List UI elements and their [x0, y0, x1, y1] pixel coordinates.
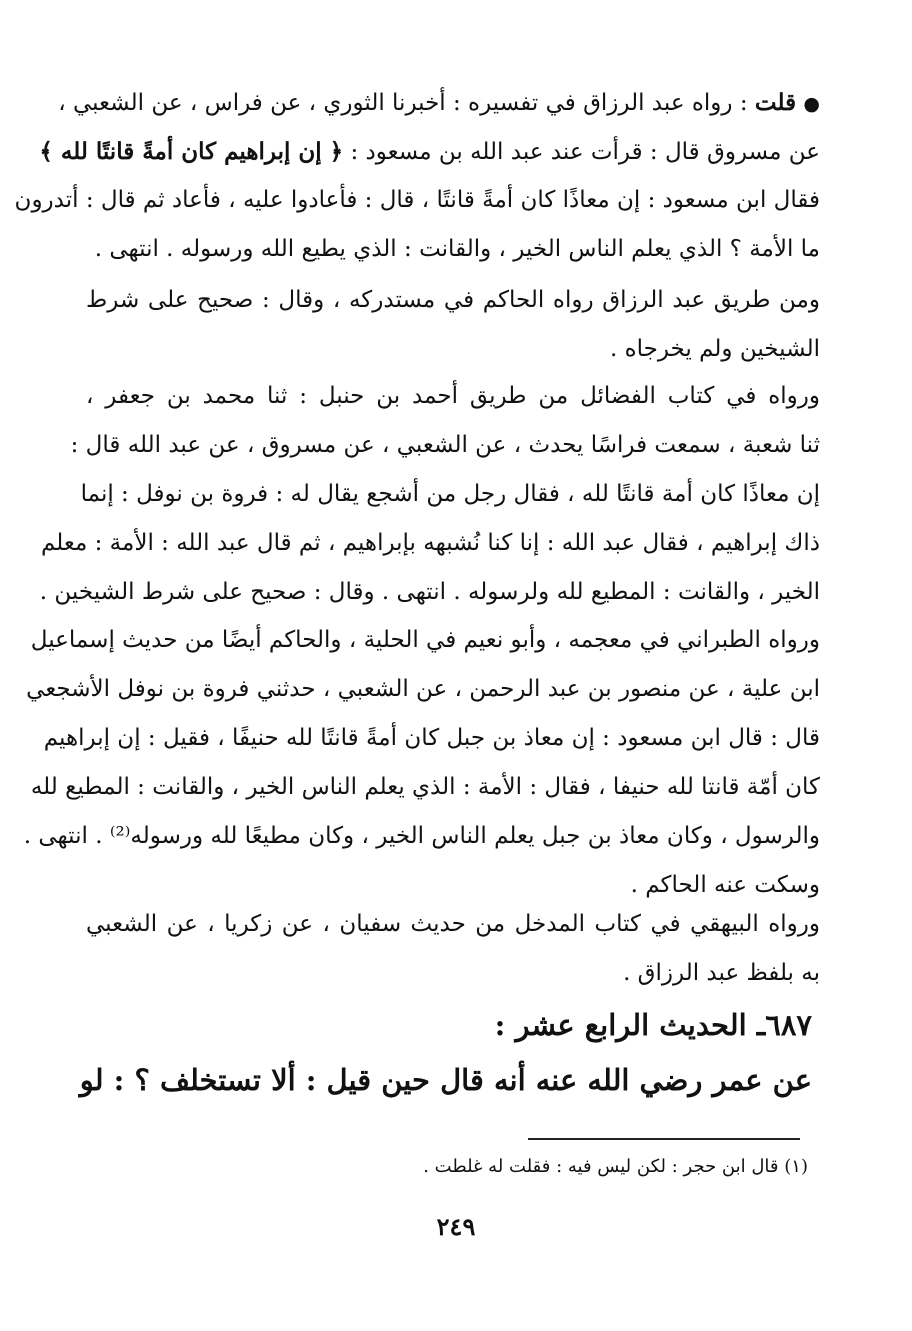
paragraph-4	[23, 616, 820, 910]
quran-quote: ﴿ إن إبراهيم كان أمةً قانتًا لله ﴾	[39, 138, 344, 165]
paragraph-line: به بلفظ عبد الرزاق .	[623, 960, 820, 986]
paragraph-lead: قلت	[754, 89, 797, 116]
paragraph-1	[14, 78, 820, 274]
hadith-number-title: ٦٨٧ـ الحديث الرابع عشر :	[494, 1008, 812, 1042]
paragraph-line: ورواه البيهقي في كتاب المدخل من حديث سفيان ، عن زكريا ، عن الشعبي	[86, 911, 820, 937]
paragraph-line: ابن علية ، عن منصور بن عبد الرحمن ، عن الشعبي ، حدثني فروة بن نوفل الأشجعي	[26, 676, 820, 702]
footnote-number: (١)	[784, 1156, 808, 1177]
paragraph-line: ورواه في كتاب الفضائل من طريق أحمد بن حنبل : ثنا محمد بن جعفر ،	[86, 383, 820, 409]
paragraph-line: قال : قال ابن مسعود : إن معاذ بن جبل كان أمةً قانتًا لله حنيفًا ، فقيل : إن إبراهيم	[43, 725, 820, 751]
paragraph-3	[39, 372, 820, 617]
hadith-text: عن عمر رضي الله عنه أنه قال حين قيل : ألا تستخلف ؟ : لو	[79, 1063, 812, 1097]
paragraph-line: وسكت عنه الحاكم .	[630, 872, 820, 898]
paragraph-line: الشيخين ولم يخرجاه .	[609, 336, 820, 362]
hadith-heading	[79, 998, 812, 1108]
paragraph-text: عن مسروق قال : قرأت عند عبد الله بن مسعود :	[350, 139, 820, 165]
footnote	[300, 1152, 808, 1182]
paragraph-2	[86, 276, 820, 374]
paragraph-line: ما الأمة ؟ الذي يعلم الناس الخير ، والقانت : الذي يطيع الله ورسوله . انتهى .	[94, 236, 820, 262]
footnote-text: قال ابن حجر : لكن ليس فيه : فقلت له غلطت .	[423, 1156, 779, 1177]
footnote-divider	[528, 1138, 800, 1140]
paragraph-line: ورواه الطبراني في معجمه ، وأبو نعيم في الحلية ، والحاكم أيضًا من حديث إسماعيل	[30, 627, 820, 653]
paragraph-line: فقال ابن مسعود : إن معاذًا كان أمةً قانتًا ، قال : فأعادوا عليه ، فأعاد ثم قال : أتدرون	[14, 187, 820, 213]
paragraph-line: ذاك إبراهيم ، فقال عبد الله : إنا كنا نُشبهه بإبراهيم ، ثم قال عبد الله : الأمة : معلم	[40, 530, 820, 556]
paragraph-line: ثنا شعبة ، سمعت فراسًا يحدث ، عن الشعبي ، عن مسروق ، عن عبد الله قال :	[70, 432, 820, 458]
page-number: ٢٤٩	[436, 1212, 476, 1241]
paragraph-line: والرسول ، وكان معاذ بن جبل يعلم الناس الخير ، وكان مطيعًا لله ورسوله⁽²⁾ . انتهى .	[23, 823, 820, 849]
paragraph-line: إن معاذًا كان أمة قانتًا لله ، فقال رجل من أشجع يقال له : فروة بن نوفل : إنما	[80, 481, 820, 507]
bullet-icon: ●	[803, 93, 820, 115]
paragraph-line: ومن طريق عبد الرزاق رواه الحاكم في مستدركه ، وقال : صحيح على شرط	[86, 287, 820, 313]
paragraph-line: كان أمّة قانتا لله حنيفا ، فقال : الأمة : الذي يعلم الناس الخير ، والقانت : المطيع لله	[30, 774, 820, 800]
paragraph-text: : رواه عبد الرزاق في تفسيره : أخبرنا الثوري ، عن فراس ، عن الشعبي ،	[58, 90, 748, 116]
paragraph-5	[86, 900, 820, 998]
paragraph-line: الخير ، والقانت : المطيع لله ولرسوله . انتهى . وقال : صحيح على شرط الشيخين .	[39, 579, 820, 605]
paragraph-line	[58, 78, 820, 127]
paragraph-line	[39, 127, 820, 176]
